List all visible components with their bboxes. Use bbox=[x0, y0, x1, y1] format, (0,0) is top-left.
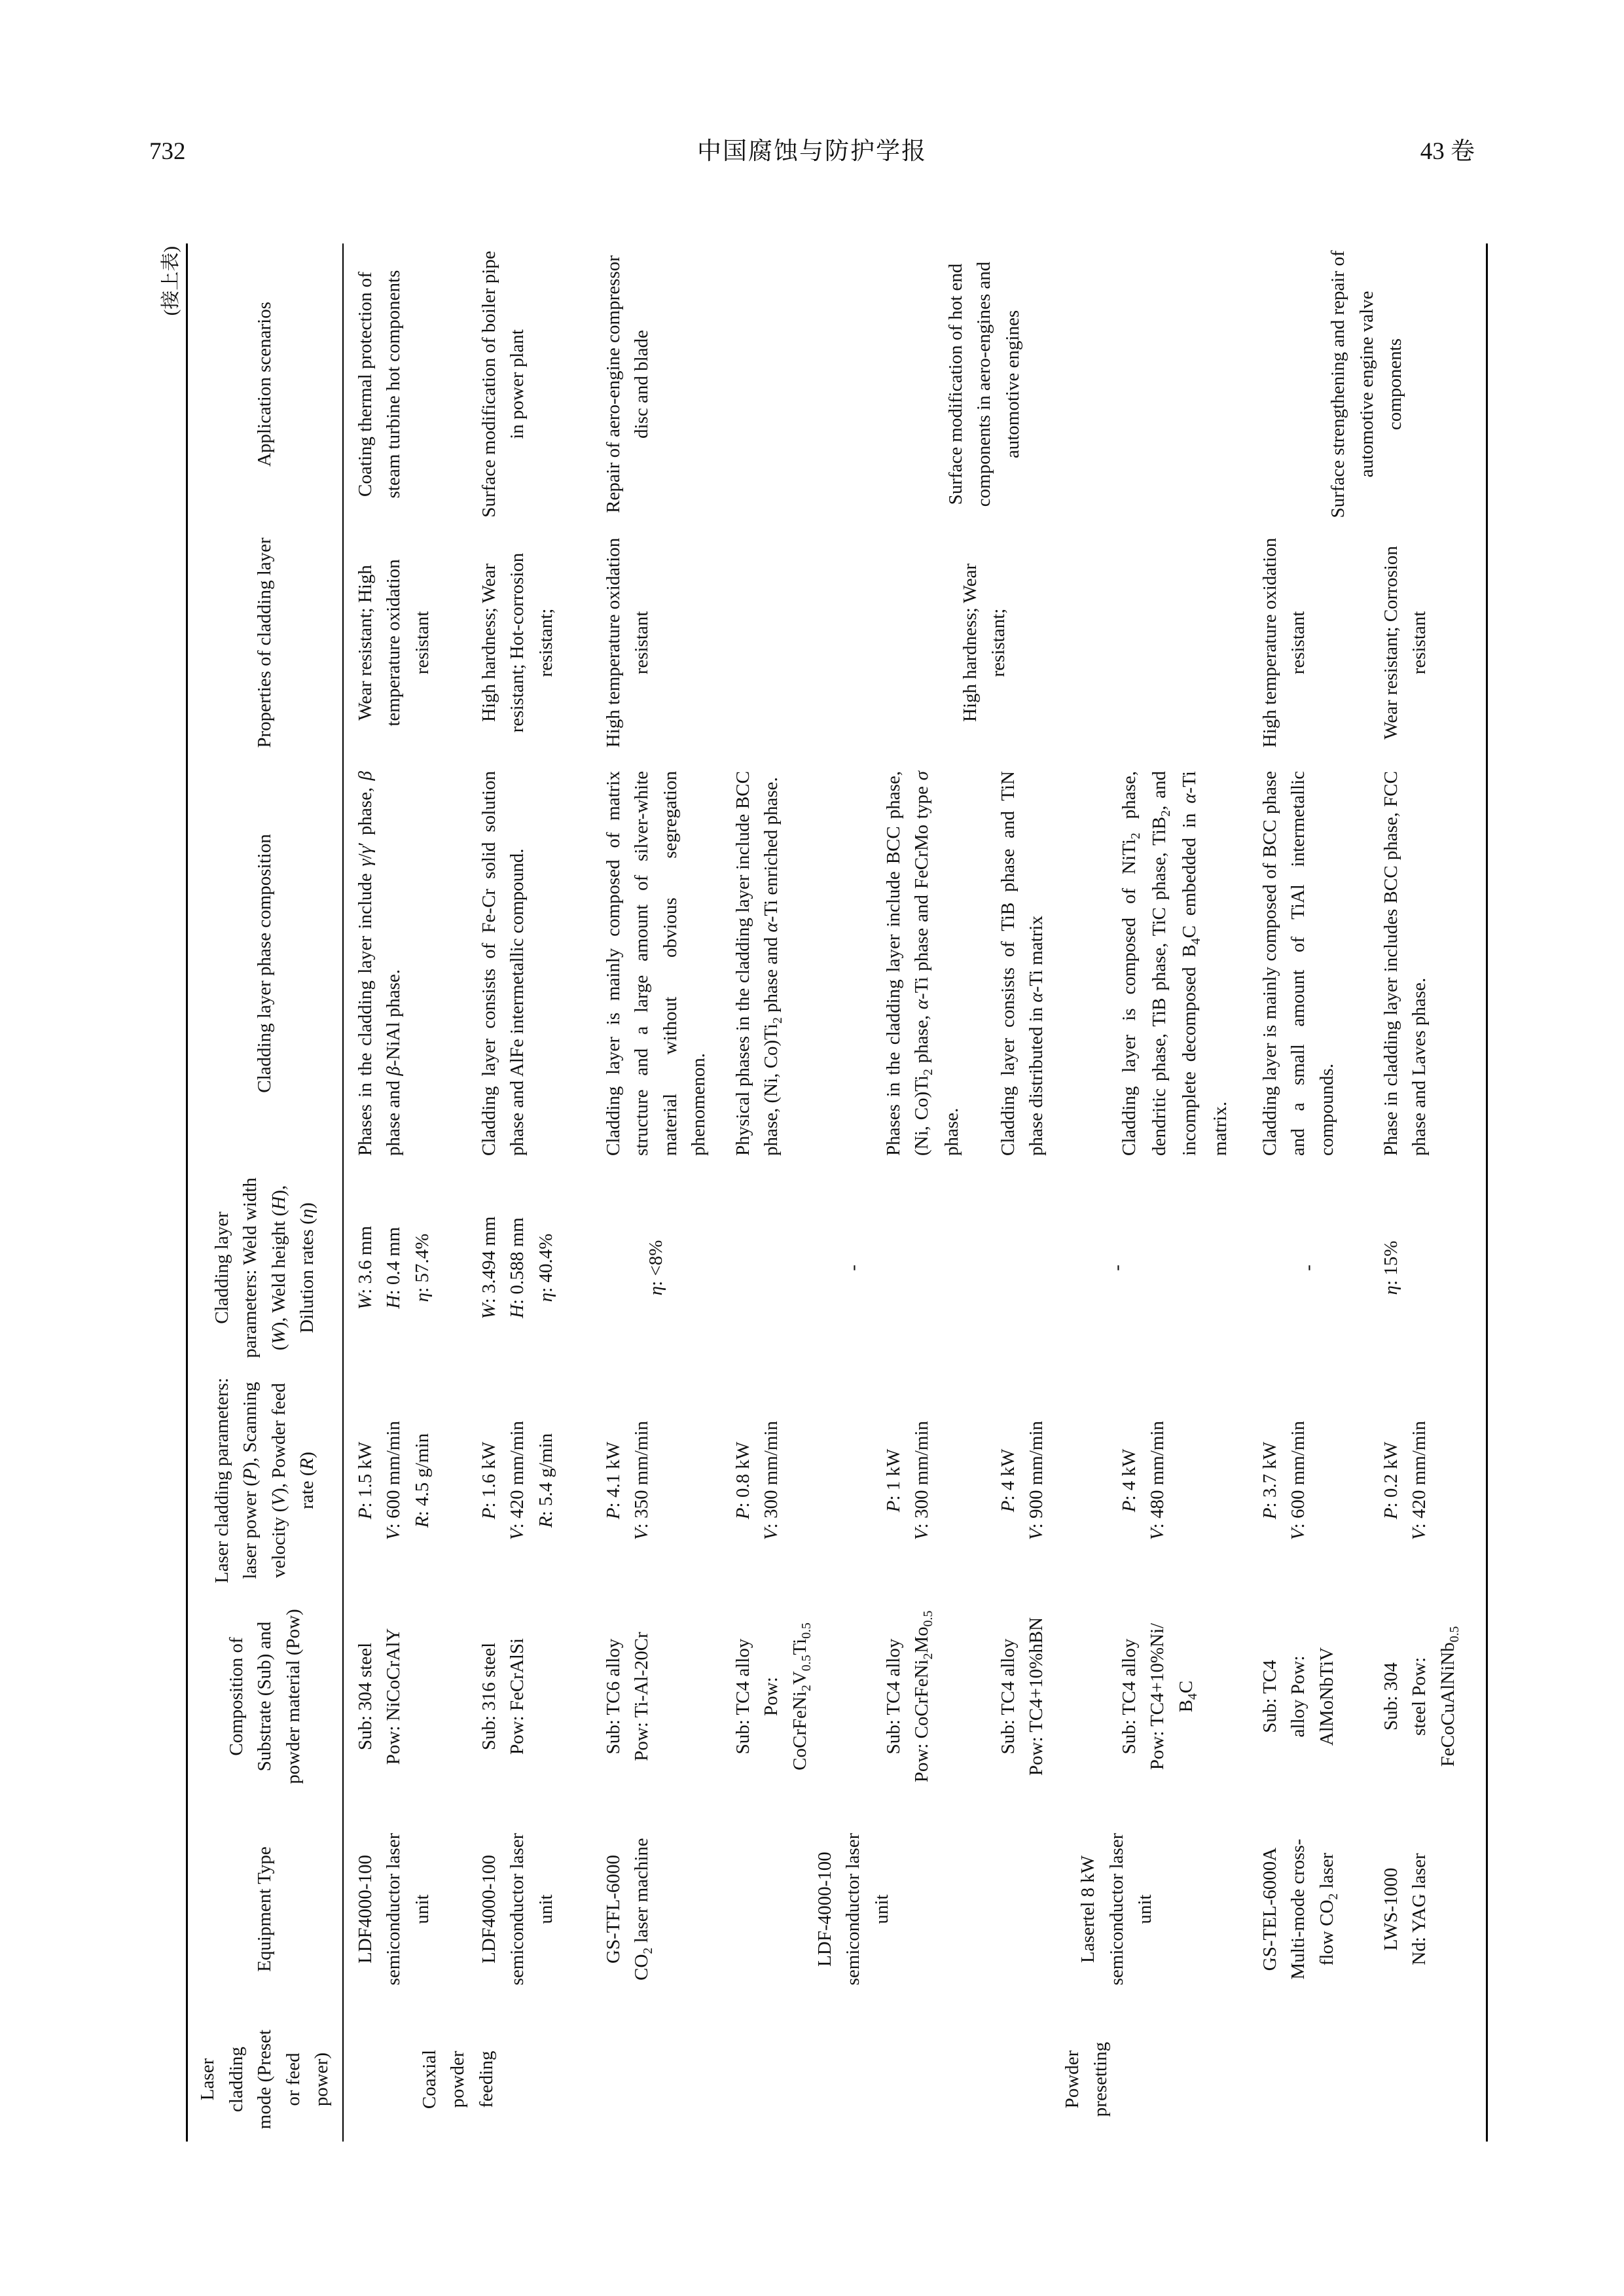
cell-laser-params: P: 1.6 kW V: 420 mm/min R: 5.4 g/min bbox=[478, 1420, 556, 1541]
cell-phase: Cladding layer is composed of NiTi$_2$ phase, dendritic phase, TiB phase, TiC phase, TiB$_2$, and incomplete decomposed $B_4C$ embedded in α-Ti matrix. bbox=[1118, 770, 1231, 1156]
cell-mode-group: Coaxial powder feeding bbox=[418, 2049, 497, 2109]
cell-cladding-params: W: 3.6 mm H: 0.4 mm η: 57.4% bbox=[354, 1225, 433, 1310]
cell-phase: Phases in the cladding layer include BCC phase, (Ni, $Co)Ti_2$ phase, α-Ti phase and FeCrMo type σ phase. bbox=[882, 771, 963, 1156]
cell-composition: Sub: TC4 alloy Pow: TC4+10%Ni/ $B_4C$ bbox=[1118, 1623, 1200, 1770]
col-header-phase: Cladding layer phase composition bbox=[187, 761, 343, 1166]
page-number: 732 bbox=[149, 138, 186, 165]
cell-properties: High hardness; Wear resistant; Hot-corrosion resistant; bbox=[478, 552, 556, 733]
running-head bbox=[149, 131, 1475, 166]
cell-equipment: GS-TFL-6000 $CO_2$ laser machine bbox=[602, 1838, 655, 1981]
table-row bbox=[721, 243, 872, 2142]
cell-phase: Cladding layer is mainly composed of BCC phase and a small amount of TiAl intermetallic compounds. bbox=[1259, 771, 1337, 1156]
cell-composition: Sub: TC4 alloy Pow: $CoCrFeNi_2V_{0.5}Ti_{0.5}$ bbox=[732, 1623, 814, 1770]
col-header-equipment: Equipment Type bbox=[187, 1801, 343, 2017]
col-header-laser-params: Laser cladding parameters: laser power (P), Scanning velocity (V), Powder feed rate (R) bbox=[187, 1369, 343, 1592]
cell-properties: Wear resistant; High temperature oxidation resistant bbox=[354, 559, 433, 726]
cell-composition: Sub: TC4 alloy Pow: AlMoNbTiV bbox=[1259, 1647, 1337, 1746]
cell-application: Coating thermal protection of steam turbine hot components bbox=[354, 270, 404, 499]
table-row bbox=[467, 243, 592, 2142]
col-header-cladding-params: Cladding layer parameters: Weld width (W), Weld height (H), Dilution rates (η) bbox=[187, 1166, 343, 1369]
cell-laser-params: P: 3.7 kW V: 600 mm/min bbox=[1259, 1420, 1308, 1541]
cell-properties: High temperature oxidation resistant bbox=[602, 537, 652, 748]
cell-composition: Sub: TC4 alloy Pow: $CoCrFeNi_2Mo_{0.5}$ bbox=[882, 1610, 935, 1783]
cell-laser-params: P: 1.5 kW V: 600 mm/min R: 4.5 g/min bbox=[354, 1420, 433, 1541]
col-header-properties: Properties of cladding layer bbox=[187, 525, 343, 761]
col-header-mode: Laser cladding mode (Preset or feed power) bbox=[187, 2017, 343, 2142]
cell-laser-params: P: 4 kW V: 480 mm/min bbox=[1118, 1420, 1168, 1541]
cell-equipment: LDF4000-100 semiconductor laser unit bbox=[478, 1833, 556, 1986]
cell-composition: Sub: TC6 alloy Pow: Ti-Al-20Cr bbox=[602, 1632, 652, 1761]
rotated-table-container bbox=[156, 243, 1478, 2142]
continued-note: (接上表) bbox=[160, 246, 181, 316]
cell-cladding-params: η: 15% bbox=[1380, 1240, 1401, 1295]
cell-laser-params: P: 1 kW V: 300 mm/min bbox=[882, 1420, 932, 1541]
cell-cladding-params: - bbox=[1297, 1265, 1319, 1271]
cell-phase: Physical phases in the cladding layer include BCC phase, (Ni, $Co)Ti_2$ phase and α-Ti enriched phase. bbox=[732, 771, 785, 1156]
cell-composition: Sub: 316 steel Pow: FeCrAlSi bbox=[478, 1638, 528, 1755]
table-row bbox=[1369, 243, 1487, 2142]
cell-phase: Cladding layer consists of Fe-Cr solid solution phase and AlFe intermetallic compound. bbox=[478, 771, 528, 1156]
col-header-composition: Composition of Substrate (Sub) and powder material (Pow) bbox=[187, 1592, 343, 1801]
laser-cladding-table bbox=[186, 243, 1488, 2142]
cell-phase: Phase in cladding layer includes BCC phase, FCC phase and Laves phase. bbox=[1380, 771, 1430, 1156]
cell-laser-params: P: 4 kW V: 900 mm/min bbox=[997, 1420, 1047, 1541]
cell-cladding-params: η: <8% bbox=[645, 1240, 666, 1296]
cell-properties: High hardness; Wear resistant; bbox=[959, 564, 1009, 722]
cell-application: Surface modification of boiler pipe in power plant bbox=[478, 251, 528, 518]
table-row bbox=[1248, 243, 1369, 2142]
cell-laser-params: P: 4.1 kW V: 350 mm/min bbox=[602, 1420, 652, 1541]
cell-cladding-params: - bbox=[1106, 1265, 1127, 1271]
cell-application: Surface modification of hot end components in aero-engines and automotive engines bbox=[945, 261, 1023, 507]
cell-phase: Cladding layer is mainly composed of matrix structure and a large amount of silver-white material without obvious segregation phenomenon. bbox=[602, 771, 709, 1156]
cell-properties: High temperature oxidation resistant bbox=[1259, 537, 1308, 748]
cell-equipment: Lasertel 8 kW semiconductor laser unit bbox=[1077, 1833, 1156, 1986]
cell-laser-params: P: 0.2 kW V: 420 mm/min bbox=[1380, 1420, 1430, 1541]
table-row bbox=[592, 243, 721, 2142]
cell-properties: Wear resistant; Corrosion resistant bbox=[1380, 546, 1430, 740]
cell-cladding-params: W: 3.494 mm H: 0.588 mm η: 40.4% bbox=[478, 1216, 556, 1319]
cell-application: Surface strengthening and repair of automotive engine valve components bbox=[1327, 250, 1405, 518]
cell-phase: Cladding layer consists of TiB phase and TiN phase distributed in α-Ti matrix bbox=[997, 771, 1047, 1156]
table-row bbox=[343, 243, 467, 2142]
cell-equipment: LDF-4000-100 semiconductor laser unit bbox=[814, 1833, 892, 1986]
cell-equipment: LDF4000-100 semiconductor laser unit bbox=[354, 1833, 433, 1986]
cell-composition: Sub: 304 steel Pow: FeCoCuAlNiNb$_{0.5}$ bbox=[1380, 1626, 1462, 1767]
cell-equipment: GS-TEL-6000A Multi-mode cross- flow $CO_2$ laser bbox=[1259, 1839, 1341, 1980]
cell-equipment: LWS-1000 Nd: YAG laser bbox=[1380, 1853, 1430, 1965]
cell-composition: Sub: 304 steel Pow: NiCoCrAlY bbox=[354, 1628, 404, 1765]
col-header-application: Application scenarios bbox=[187, 243, 343, 525]
cell-application: Repair of aero-engine compressor disc and blade bbox=[602, 255, 652, 513]
cell-mode-group: Powder presetting bbox=[1061, 2041, 1111, 2117]
cell-phase: Phases in the cladding layer include γ/γ′ phase, β phase and β-NiAl phase. bbox=[354, 771, 404, 1156]
volume-label: 43 卷 bbox=[1420, 138, 1475, 165]
cell-laser-params: P: 0.8 kW V: 300 mm/min bbox=[732, 1420, 782, 1541]
header-row bbox=[187, 243, 343, 2142]
journal-title: 中国腐蚀与防护学报 bbox=[697, 138, 927, 165]
cell-composition: Sub: TC4 alloy Pow: TC4+10%hBN bbox=[997, 1617, 1047, 1776]
cell-cladding-params: - bbox=[842, 1265, 864, 1271]
